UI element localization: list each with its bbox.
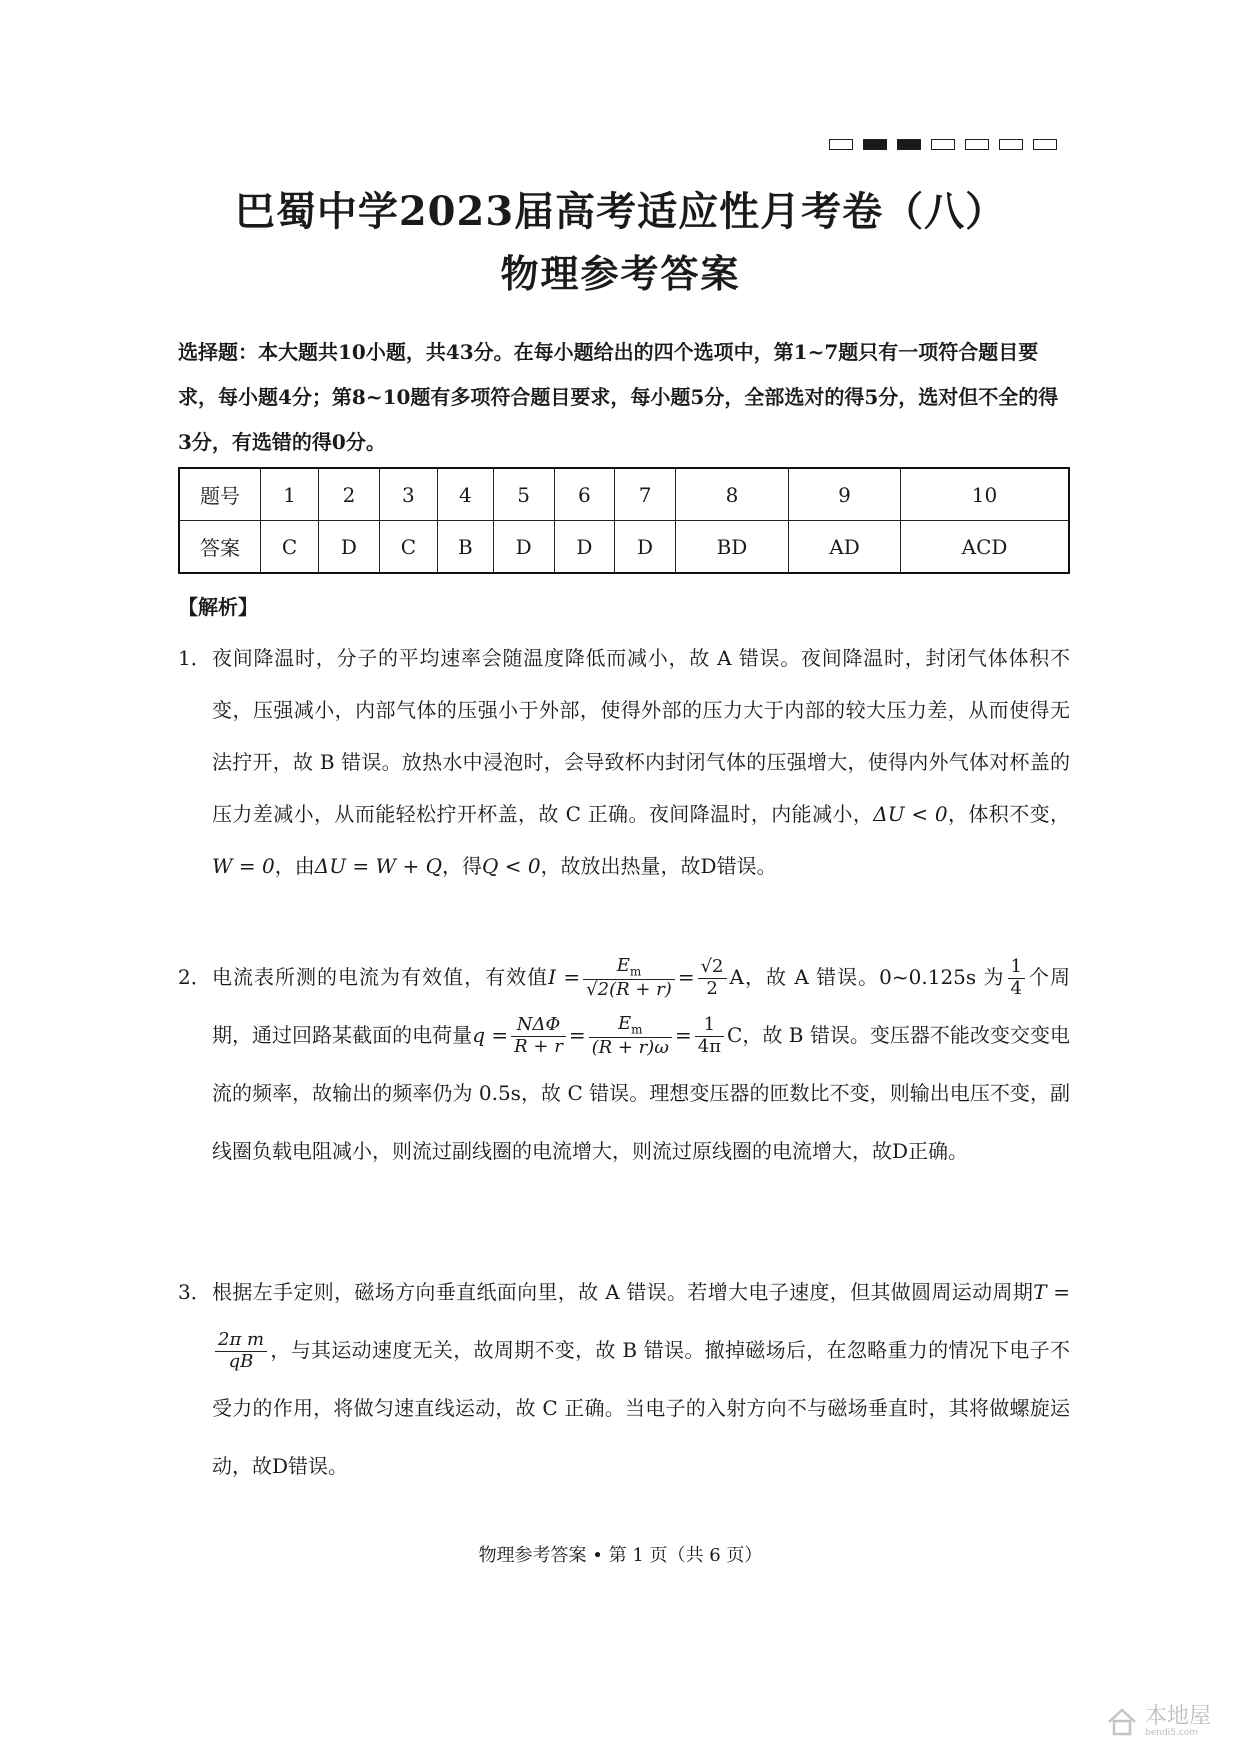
analysis-item-1 (178, 632, 1070, 892)
question-number: 10 (901, 468, 1069, 521)
question-number: 3 (379, 468, 437, 521)
frac-denominator: √2(R + r) (586, 979, 672, 1001)
frac-denominator: 4π (697, 1036, 722, 1057)
item-body (212, 632, 1070, 892)
answer-cell: D (554, 521, 615, 574)
item-text: 电流表所测的电流为有效值，有效值 (212, 965, 549, 989)
fraction (583, 956, 675, 1001)
watermark-logo (1105, 1705, 1211, 1739)
answer-cell: D (615, 521, 676, 574)
row-label: 题号 (179, 468, 261, 521)
question-number: 2 (319, 468, 380, 521)
watermark-url: bendi5.com (1145, 1728, 1198, 1738)
frac-denominator: 2 (706, 978, 718, 999)
item-text: ，体积不变， (947, 802, 1071, 826)
formula: = (568, 1023, 586, 1047)
formula: = (677, 965, 695, 989)
item-number: 3． (178, 1280, 211, 1304)
question-number: 8 (675, 468, 788, 521)
question-number: 7 (615, 468, 676, 521)
item-number: 2． (178, 965, 211, 989)
frac-numerator: NΔΦ (511, 1015, 566, 1037)
page-footer: 物理参考答案 • 第 1 页（共 6 页） (478, 1545, 763, 1566)
choice-instructions: 选择题：本大题共10小题，共43分。在每小题给出的四个选项中，第1~7题只有一项符合题目要求，每小题4分；第8~10题有多项符合题目要求，每小题5分，全部选对的得5分，选对但不全的得3分，有选错的得0分。 (178, 340, 1059, 454)
frac-numerator: 2π m (215, 1330, 267, 1352)
item-text: 根据左手定则，磁场方向垂直纸面向里，故 A 错误。若增大电子速度，但其做圆周运动周期 (212, 1280, 1034, 1304)
frac-numerator: E (616, 954, 630, 976)
item-text: ，由 (274, 854, 315, 878)
frac-denominator: R + r (514, 1036, 563, 1057)
page-marker-square (829, 139, 853, 150)
analysis-item-2 (178, 948, 1070, 1180)
row-label: 答案 (179, 521, 261, 574)
subscript: m (631, 1022, 643, 1037)
page-marker-square (931, 139, 955, 150)
answer-cell: C (379, 521, 437, 574)
item-text: 夜间降温时，分子的平均速率会随温度降低而减小，故 A 错误。夜间降温时，封闭气体体积不变，压强减小，内部气体的压强小于外部，使得外部的压力大于内部的较大压力差，从而使得无法拧开，故 B 错误。放热水中浸泡时，会导致杯内封闭气体的压强增大，使得内外气体对杯盖的压力差减小，从而能轻松拧开杯盖，故 C 正确。夜间降温时，内能减小， (212, 646, 1070, 826)
frac-numerator: √2 (698, 957, 727, 979)
analysis-item-3 (178, 1263, 1070, 1495)
item-number: 1． (178, 646, 211, 670)
analysis-heading: 【解析】 (178, 595, 258, 619)
unit: A (729, 965, 744, 989)
formula: = (674, 1023, 692, 1047)
unit: C (727, 1023, 743, 1047)
watermark-name: 本地屋 (1145, 1704, 1212, 1729)
answer-cell: ACD (901, 521, 1069, 574)
item-body (212, 1263, 1070, 1495)
item-text: ，与其运动速度无关，故周期不变，故 B 错误。撤掉磁场后，在忽略重力的情况下电子不受力的作用，将做匀速直线运动，故 C 正确。当电子的入射方向不与磁场垂直时，其将做螺旋运动，故D错误。 (212, 1338, 1070, 1478)
question-number: 5 (493, 468, 554, 521)
item-text: 个周期，通过回路某截面的电荷量 (212, 965, 1071, 1047)
fraction (589, 1014, 672, 1059)
item-text: ，故放出热量，故D错误。 (540, 854, 777, 878)
question-number: 6 (554, 468, 615, 521)
formula: Q < 0 (481, 854, 541, 878)
page-marker-square (999, 139, 1023, 150)
frac-numerator: E (618, 1012, 632, 1034)
answer-cell: BD (675, 521, 788, 574)
answer-row (179, 521, 1069, 574)
fraction (1008, 957, 1025, 999)
item-text: ，得 (441, 854, 482, 878)
subscript: m (629, 964, 642, 979)
fraction (511, 1015, 566, 1057)
frac-numerator: 1 (1008, 957, 1025, 979)
question-number-row (179, 468, 1069, 521)
house-icon (1105, 1705, 1139, 1739)
answer-cell: D (319, 521, 380, 574)
watermark-text (1145, 1706, 1211, 1738)
formula: T = (1033, 1280, 1070, 1304)
page-marker-square (965, 139, 989, 150)
frac-denominator: qB (228, 1351, 254, 1372)
fraction (695, 1015, 724, 1057)
answer-cell: B (437, 521, 493, 574)
item-body (212, 948, 1070, 1180)
formula: ΔU = W + Q (314, 854, 442, 878)
formula: q = (472, 1023, 509, 1047)
exam-title: 巴蜀中学2023届高考适应性月考卷（八） (234, 188, 1007, 235)
answer-cell: D (493, 521, 554, 574)
question-number: 4 (437, 468, 493, 521)
formula: ΔU < 0 (873, 802, 948, 826)
item-text: ，故 B 错误。变压器不能改变交变电流的频率，故输出的频率仍为 0.5s，故 C 错误。理想变压器的匝数比不变，则输出电压不变，副线圈负载电阻减小，则流过副线圈的电流增大，则流过原线圈的电流增大，故D正确。 (212, 1023, 1071, 1163)
answer-cell: AD (788, 521, 900, 574)
page-marker-squares (829, 139, 1057, 150)
formula: W = 0 (212, 854, 275, 878)
page-marker-square (863, 139, 887, 150)
question-number: 1 (261, 468, 319, 521)
frac-denominator: 4 (1010, 978, 1022, 999)
fraction (215, 1330, 267, 1372)
fraction (698, 957, 727, 999)
question-number: 9 (788, 468, 900, 521)
answer-cell: C (261, 521, 319, 574)
frac-numerator: 1 (695, 1015, 724, 1037)
answer-table (178, 467, 1070, 574)
page-marker-square (1033, 139, 1057, 150)
page-marker-square (897, 139, 921, 150)
exam-subtitle: 物理参考答案 (500, 251, 741, 296)
formula: I = (548, 965, 581, 989)
frac-denominator: (R + r)ω (591, 1037, 669, 1059)
item-text: ，故 A 错误。0~0.125s 为 (743, 965, 1005, 989)
